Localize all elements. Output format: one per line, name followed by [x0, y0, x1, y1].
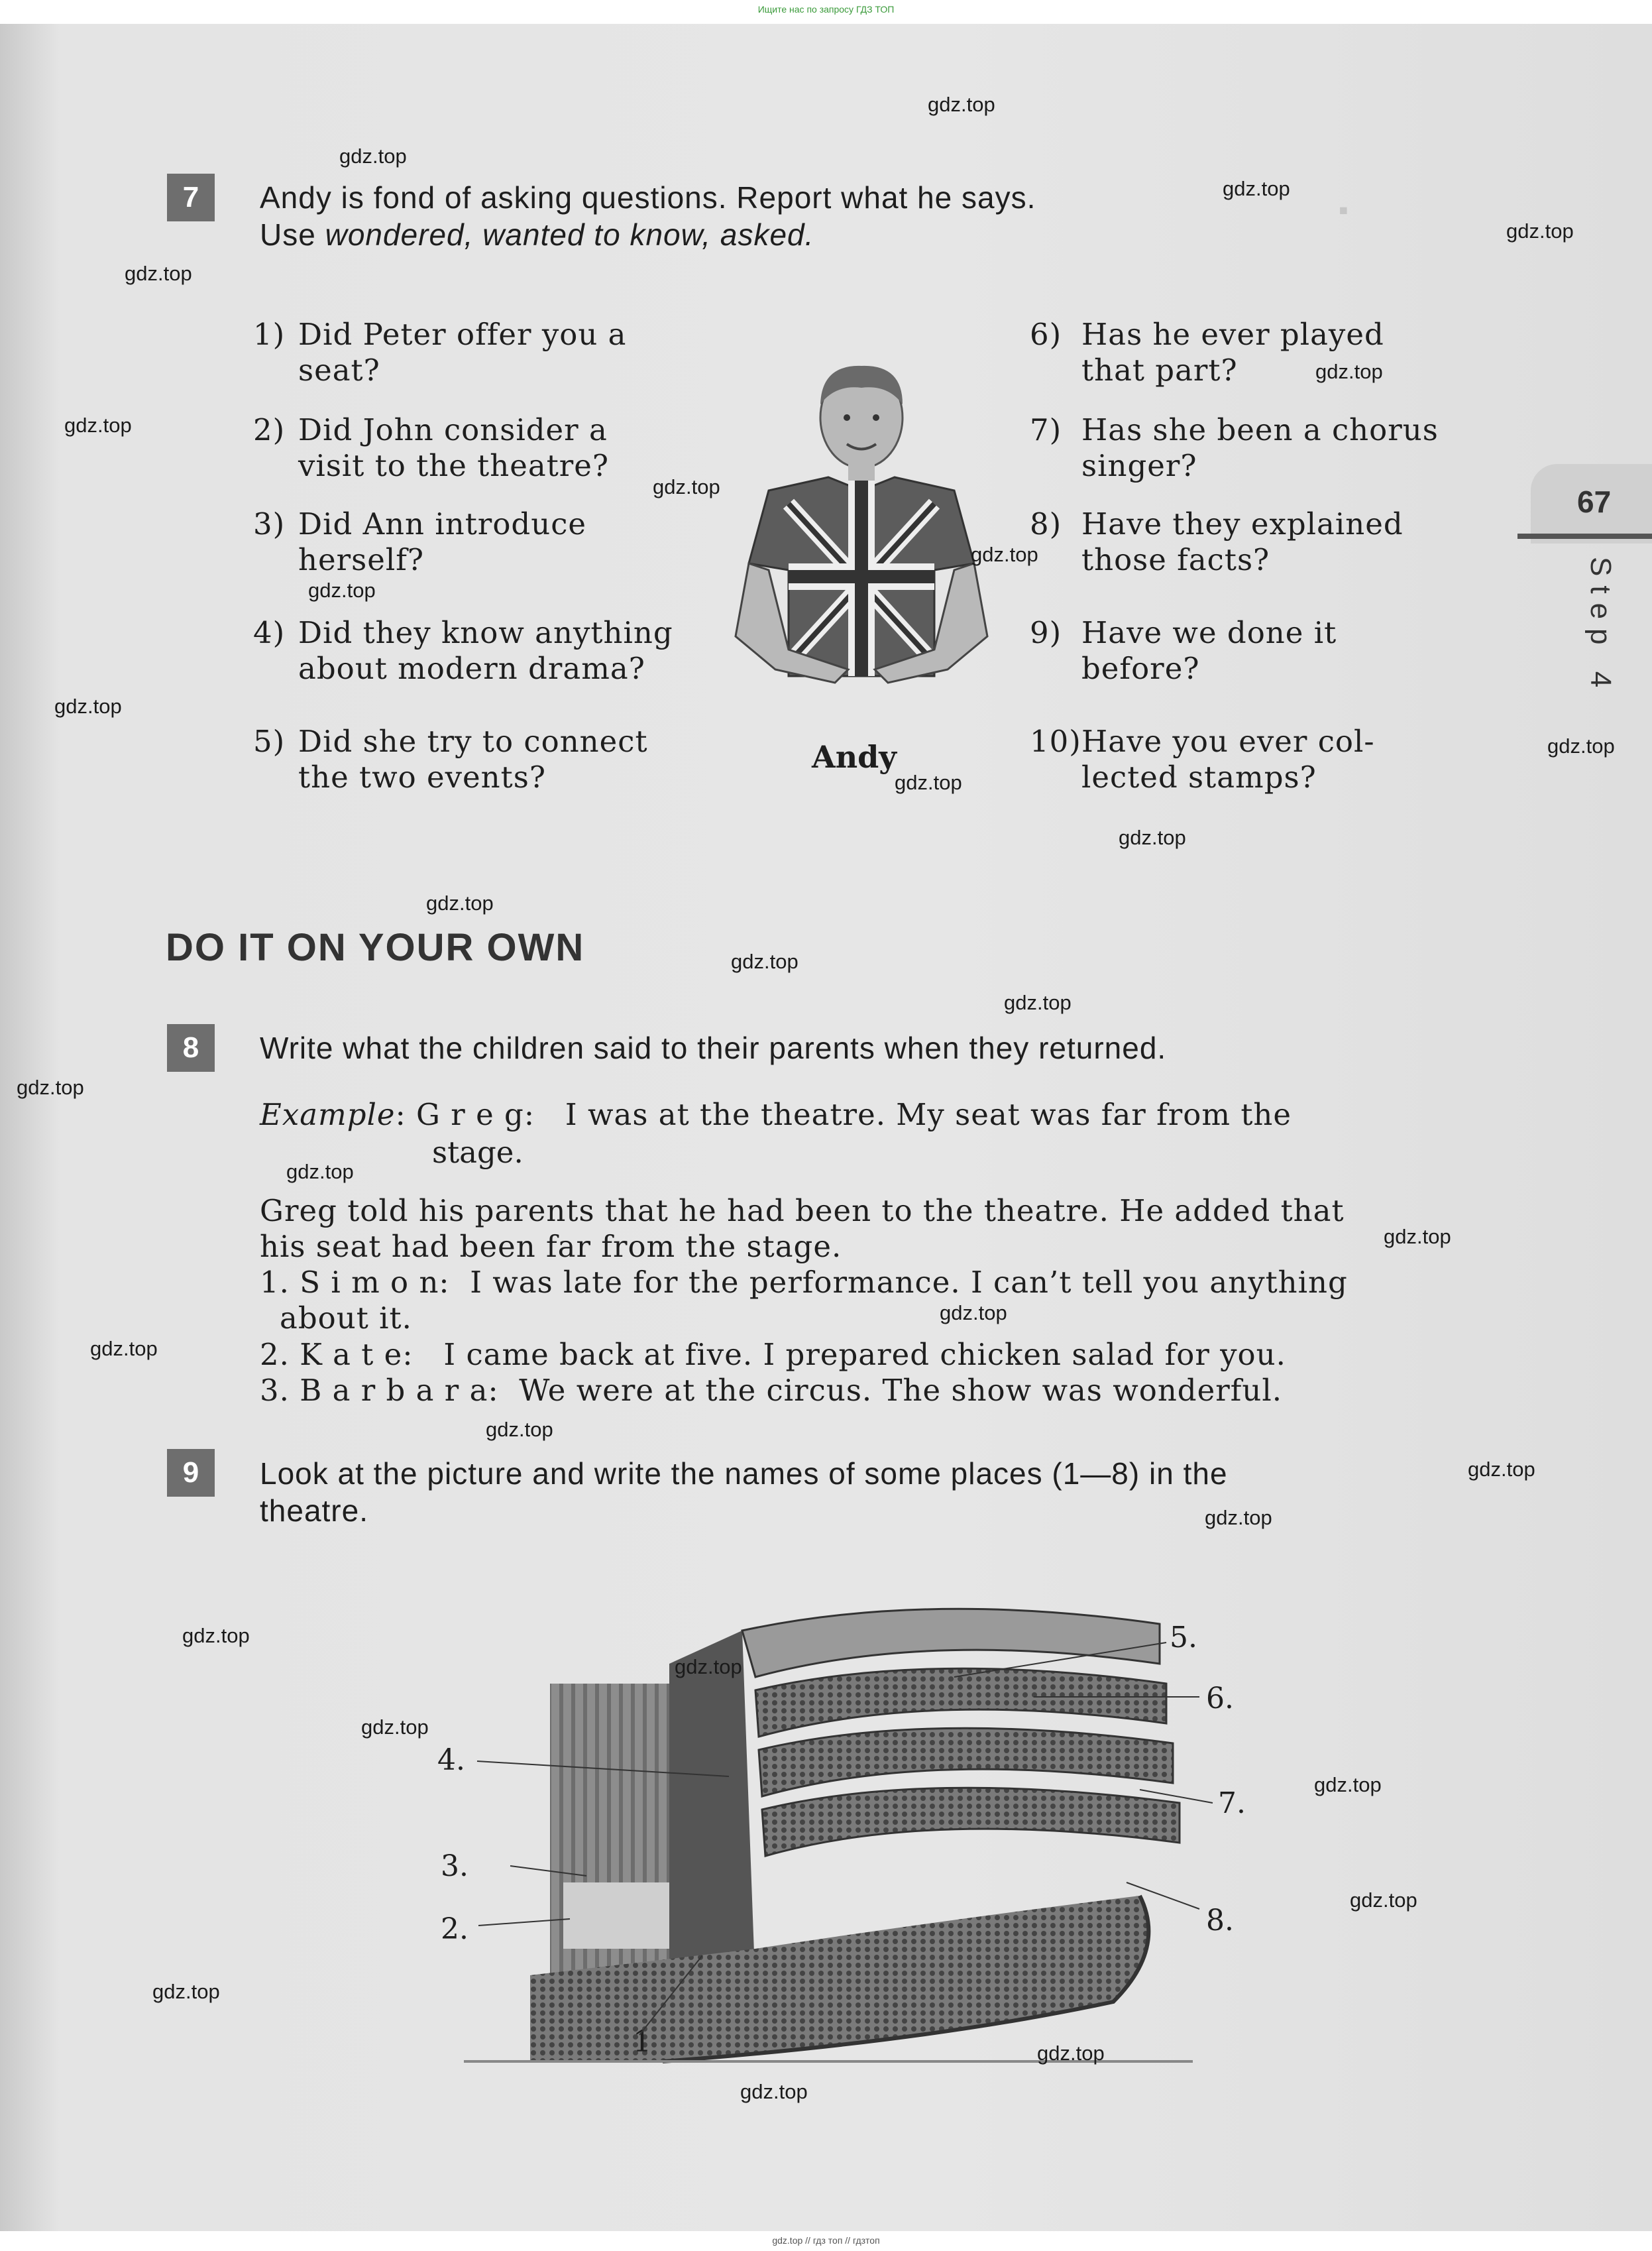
andy-caption: Andy [812, 739, 897, 775]
watermark-text: gdz.top [1205, 1506, 1272, 1529]
watermark-text: gdz.top [90, 1337, 158, 1360]
question-line2: before? [1081, 651, 1200, 686]
item-line1: 3. B a r b a r a: We were at the circus. The show was wonderful. [260, 1373, 1283, 1408]
example-line1: : G r e g: I was at the theatre. My seat was far from the [395, 1097, 1292, 1132]
item-line2: about it. [280, 1300, 412, 1336]
exercise-7-line1: Andy is fond of asking questions. Report what he says. [260, 180, 1036, 215]
watermark-text: gdz.top [1223, 177, 1290, 200]
top-banner-text[interactable]: Ищите нас по запросу ГДЗ ТОП [757, 4, 895, 15]
exercise-8-number: 8 [167, 1024, 215, 1072]
watermark-text: gdz.top [1315, 360, 1383, 383]
watermark-text: gdz.top [286, 1160, 354, 1183]
watermark-text: gdz.top [1384, 1225, 1451, 1248]
question-line2: seat? [298, 353, 380, 388]
question-line2: about modern drama? [298, 651, 645, 686]
question-text: Did Ann introduce [298, 506, 587, 542]
question-line2: herself? [298, 542, 425, 577]
watermark-text: gdz.top [308, 579, 376, 602]
watermark-text: gdz.top [971, 543, 1038, 566]
question-number: 7) [1030, 412, 1062, 447]
item-line1: 2. K a t e: I came back at five. I prepared chicken salad for you. [260, 1337, 1286, 1372]
section-heading: DO IT ON YOUR OWN [166, 926, 585, 969]
question-text: Did Peter offer you a [298, 317, 627, 352]
question-text: Has he ever played [1081, 317, 1384, 352]
watermark-text: gdz.top [486, 1418, 553, 1441]
example-line2: stage. [432, 1135, 523, 1170]
answer-line1: Greg told his parents that he had been to the theatre. He added that [260, 1193, 1345, 1228]
bottom-banner-text[interactable]: gdz.top // гдз топ // гдзтоп [772, 2235, 880, 2246]
question-text: Did John consider a [298, 412, 608, 447]
watermark-text: gdz.top [54, 695, 122, 718]
question-text: Did she try to connect [298, 724, 648, 759]
exercise-7-number: 7 [167, 174, 215, 221]
question-number: 6) [1030, 317, 1062, 352]
watermark-text: gdz.top [653, 475, 720, 498]
question-text: Did they know anything [298, 615, 673, 650]
page-number: 67 [1577, 485, 1612, 519]
question-number: 8) [1030, 506, 1062, 542]
question-number: 2) [253, 412, 286, 447]
step-label: Step 4 [1584, 557, 1617, 697]
theatre-label-6: 6. [1206, 1682, 1234, 1715]
example-label: Example [260, 1097, 396, 1132]
watermark-text: gdz.top [740, 2080, 808, 2103]
watermark-text: gdz.top [17, 1076, 84, 1099]
question-text: Have they explained [1081, 506, 1404, 542]
watermark-text: gdz.top [125, 262, 192, 285]
question-number: 3) [253, 506, 286, 542]
watermark-text: gdz.top [361, 1715, 429, 1739]
watermark-text: gdz.top [1119, 826, 1186, 849]
question-number: 1) [253, 317, 286, 352]
question-text: Have you ever col- [1081, 724, 1375, 759]
theatre-label-1: 1 [633, 2025, 651, 2059]
exercise-7-line2-prefix: Use [260, 217, 325, 252]
question-number: 4) [253, 615, 286, 650]
watermark-text: gdz.top [182, 1624, 250, 1647]
watermark-text: gdz.top [1350, 1888, 1417, 1912]
question-line2: lected stamps? [1081, 760, 1317, 795]
theatre-label-3: 3. [441, 1849, 468, 1883]
watermark-text: gdz.top [1468, 1458, 1535, 1481]
theatre-label-7: 7. [1218, 1786, 1246, 1820]
question-line2: singer? [1081, 448, 1197, 483]
watermark-text: gdz.top [152, 1980, 220, 2003]
exercise-9-number: 9 [167, 1449, 215, 1497]
bottom-banner [0, 2231, 1652, 2251]
item-line1: 1. S i m o n: I was late for the performance. I can’t tell you anything [260, 1265, 1348, 1300]
exercise-8-instruction: Write what the children said to their parents when they returned. [260, 1031, 1167, 1065]
question-number: 10) [1030, 724, 1081, 759]
watermark-text: gdz.top [64, 414, 132, 437]
show-through-text: ▪ [1339, 196, 1349, 226]
watermark-text: gdz.top [1004, 991, 1072, 1014]
question-text: Has she been a chorus [1081, 412, 1439, 447]
question-text: Have we done it [1081, 615, 1337, 650]
question-line2: that part? [1081, 353, 1238, 388]
question-line2: the two events? [298, 760, 546, 795]
exercise-9-line2: theatre. [260, 1493, 368, 1528]
theatre-label-5: 5. [1170, 1621, 1197, 1654]
watermark-text: gdz.top [1506, 219, 1574, 243]
question-number: 9) [1030, 615, 1062, 650]
watermark-text: gdz.top [1037, 2042, 1105, 2065]
watermark-text: gdz.top [731, 950, 798, 973]
exercise-7-verbs: wondered, wanted to know, asked. [325, 217, 814, 252]
question-line2: visit to the theatre? [298, 448, 610, 483]
question-line2: those facts? [1081, 542, 1270, 577]
watermark-text: gdz.top [426, 892, 494, 915]
watermark-text: gdz.top [895, 771, 962, 794]
watermark-text: gdz.top [1314, 1773, 1382, 1796]
exercise-9-line1: Look at the picture and write the names of some places (1—8) in the [260, 1456, 1228, 1491]
watermark-text: gdz.top [940, 1301, 1007, 1324]
theatre-label-8: 8. [1206, 1904, 1234, 1937]
watermark-text: gdz.top [675, 1655, 742, 1678]
watermark-text: gdz.top [928, 93, 995, 116]
theatre-label-2: 2. [441, 1912, 468, 1946]
watermark-text: gdz.top [1547, 734, 1615, 758]
watermark-text: gdz.top [339, 144, 407, 168]
theatre-label-4: 4. [437, 1743, 465, 1777]
answer-line2: his seat had been far from the stage. [260, 1229, 842, 1264]
question-number: 5) [253, 724, 286, 759]
